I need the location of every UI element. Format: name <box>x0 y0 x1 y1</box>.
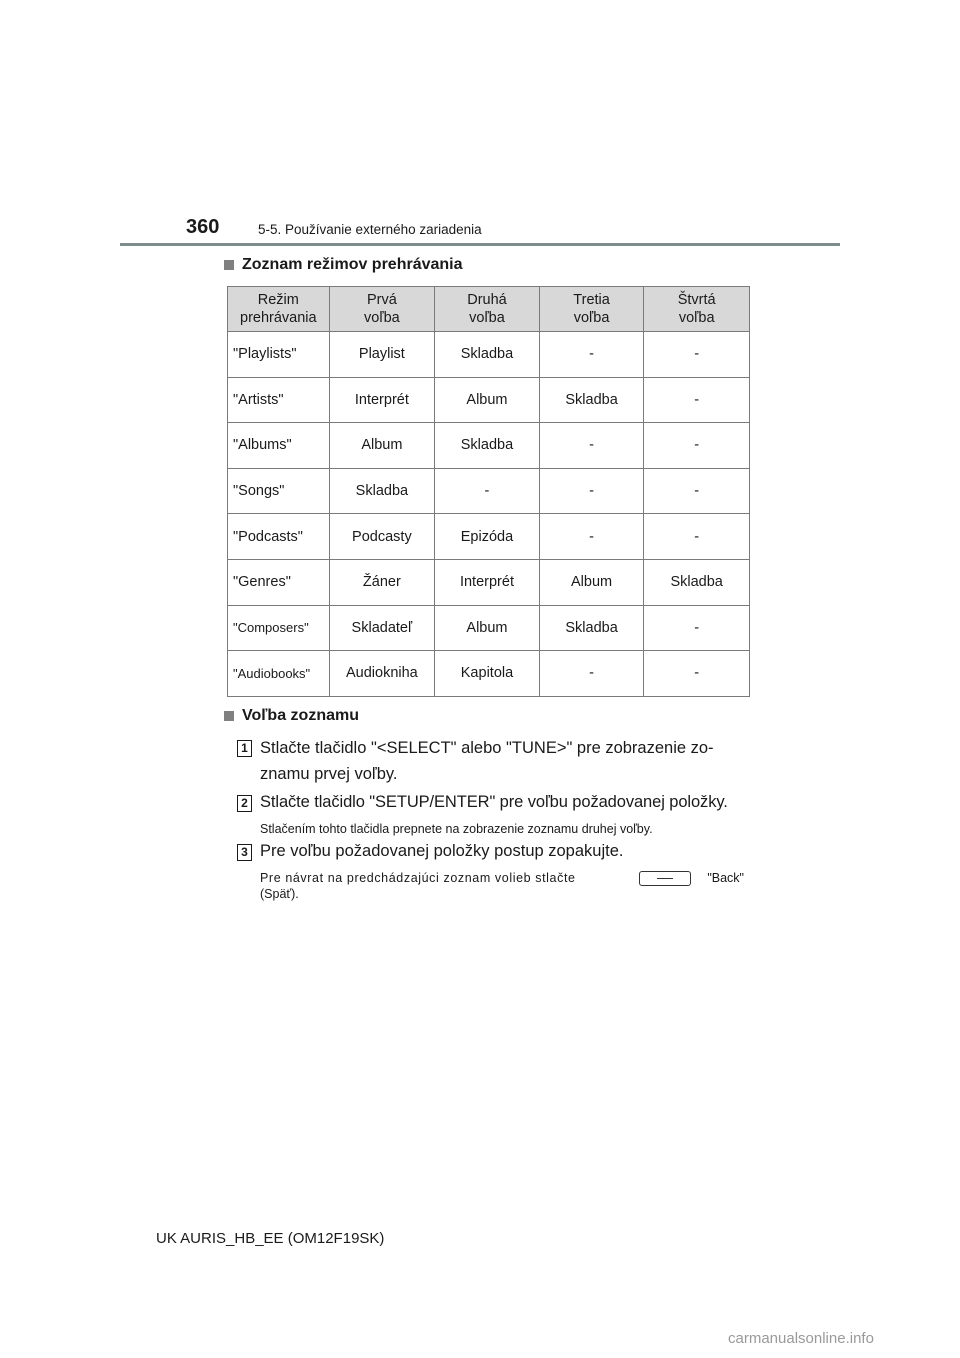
table-cell: - <box>644 651 750 697</box>
table-cell: Kapitola <box>435 651 540 697</box>
step-3-text: Pre voľbu požadovanej položky postup zopakujte. <box>260 842 624 860</box>
step-3-note-text: Pre návrat na predchádzajúci zoznam volieb stlačte <box>260 871 576 885</box>
section-heading-modes <box>224 256 463 274</box>
table-cell: - <box>644 605 750 651</box>
table-cell: - <box>539 468 644 514</box>
step-number-1: 1 <box>237 740 252 757</box>
table-row <box>228 559 750 605</box>
table-cell: Interprét <box>435 559 540 605</box>
table-cell: Skladba <box>435 332 540 378</box>
step-3-note <box>260 870 744 902</box>
section-title: Voľba zoznamu <box>242 707 359 724</box>
chapter-title: 5-5. Používanie externého zariadenia <box>258 222 482 237</box>
table-row <box>228 332 750 378</box>
square-bullet-icon <box>224 260 234 270</box>
table-row <box>228 423 750 469</box>
table-cell: Album <box>539 559 644 605</box>
table-cell: Interprét <box>329 377 435 423</box>
table-cell: Skladba <box>329 468 435 514</box>
table-cell: - <box>644 377 750 423</box>
table-cell: - <box>644 514 750 560</box>
table-row <box>228 468 750 514</box>
step-1-line-1: Stlačte tlačidlo "<SELECT" alebo "TUNE>" pre zobrazenie zo- <box>260 739 714 757</box>
table-cell: - <box>435 468 540 514</box>
header-first-choice: Prvá voľba <box>329 287 435 332</box>
table-cell: - <box>644 332 750 378</box>
header-second-choice: Druhá voľba <box>435 287 540 332</box>
header-fourth-choice: Štvrtá voľba <box>644 287 750 332</box>
watermark: carmanualsonline.info <box>728 1330 874 1347</box>
table-cell: Skladba <box>539 377 644 423</box>
table-cell: Playlist <box>329 332 435 378</box>
footer-model-code: UK AURIS_HB_EE (OM12F19SK) <box>156 1230 385 1247</box>
back-button-icon <box>639 871 691 886</box>
table-row <box>228 605 750 651</box>
table-cell: Epizóda <box>435 514 540 560</box>
table-cell: - <box>539 651 644 697</box>
table-cell: - <box>539 423 644 469</box>
table-cell: "Genres" <box>228 559 330 605</box>
section-heading-list-selection <box>224 707 359 725</box>
table-cell: - <box>644 423 750 469</box>
step-1-text <box>260 735 744 787</box>
square-bullet-icon <box>224 711 234 721</box>
table-row <box>228 377 750 423</box>
table-cell: - <box>644 468 750 514</box>
page-number: 360 <box>186 216 220 238</box>
table-row <box>228 514 750 560</box>
back-label: "Back" <box>707 871 744 885</box>
header-mode: Režim prehrávania <box>228 287 330 332</box>
table-cell: "Composers" <box>228 605 330 651</box>
table-cell: "Artists" <box>228 377 330 423</box>
table-row <box>228 651 750 697</box>
table-cell: Skladba <box>539 605 644 651</box>
step-2-note: Stlačením tohto tlačidla prepnete na zobrazenie zoznamu druhej voľby. <box>260 822 653 836</box>
step-3-note-line-2: (Späť). <box>260 887 299 901</box>
table-cell: Album <box>329 423 435 469</box>
table-cell: Album <box>435 377 540 423</box>
table-cell: - <box>539 332 644 378</box>
table-cell: "Playlists" <box>228 332 330 378</box>
step-1-line-2: znamu prvej voľby. <box>260 765 398 783</box>
table-cell: Skladba <box>435 423 540 469</box>
table-cell: "Albums" <box>228 423 330 469</box>
step-number-2: 2 <box>237 795 252 812</box>
table-cell: - <box>539 514 644 560</box>
table-cell: Album <box>435 605 540 651</box>
table-cell: Žáner <box>329 559 435 605</box>
table-cell: Skladateľ <box>329 605 435 651</box>
table-header-row <box>228 287 750 332</box>
playback-modes-table <box>227 286 750 697</box>
table-cell: "Songs" <box>228 468 330 514</box>
table-cell: Podcasty <box>329 514 435 560</box>
header-divider <box>120 243 840 246</box>
table-cell: Skladba <box>644 559 750 605</box>
step-2-text: Stlačte tlačidlo "SETUP/ENTER" pre voľbu požadovanej položky. <box>260 793 728 811</box>
header-third-choice: Tretia voľba <box>539 287 644 332</box>
table-cell: Audiokniha <box>329 651 435 697</box>
step-number-3: 3 <box>237 844 252 861</box>
table-cell: "Podcasts" <box>228 514 330 560</box>
table-cell: "Audiobooks" <box>228 651 330 697</box>
section-title: Zoznam režimov prehrávania <box>242 256 463 273</box>
